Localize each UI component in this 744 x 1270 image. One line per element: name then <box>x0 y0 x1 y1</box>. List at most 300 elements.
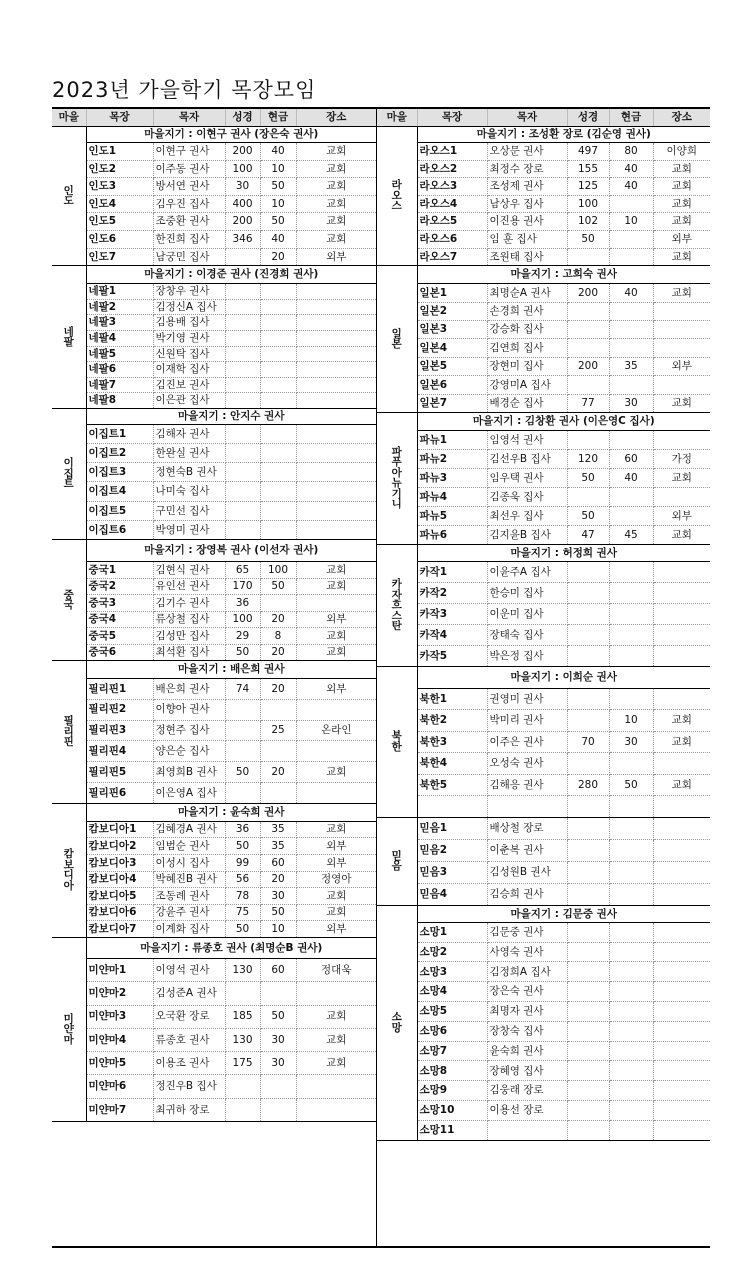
mokjang-name: 캄보디아2 <box>86 838 153 855</box>
meeting-place <box>653 645 710 666</box>
village-leader: 마을지기 : 배은희 권사 <box>86 661 376 679</box>
offering-amount <box>609 624 653 645</box>
mokjang-name: 이집트5 <box>86 501 153 520</box>
bible-count: 120 <box>567 449 609 468</box>
meeting-place: 교회 <box>653 525 710 544</box>
offering-amount: 40 <box>609 160 653 178</box>
pastor-name: 김정신A 집사 <box>153 299 225 315</box>
bible-count <box>567 624 609 645</box>
member-row <box>377 320 710 338</box>
bible-count <box>567 710 609 732</box>
member-row <box>377 688 710 710</box>
bible-count: 78 <box>225 888 260 905</box>
meeting-place <box>296 982 376 1005</box>
pastor-name: 장혜영 집사 <box>487 1061 567 1081</box>
village-name-char: 팔 <box>63 336 74 349</box>
member-row <box>52 783 376 804</box>
mokjang-name: 필리핀3 <box>86 720 153 741</box>
village-name-char: 얀 <box>63 1023 74 1036</box>
mokjang-name: 필리핀2 <box>86 699 153 720</box>
member-row <box>377 357 710 375</box>
bible-count: 50 <box>567 230 609 248</box>
village-leader-row <box>52 540 376 562</box>
offering-amount <box>609 302 653 320</box>
offering-amount <box>260 982 296 1005</box>
pastor-name: 배은희 권사 <box>153 679 225 700</box>
meeting-place: 정대욱 <box>296 958 376 981</box>
member-row <box>52 611 376 628</box>
pastor-name: 김승희 권사 <box>487 883 567 905</box>
village-leader: 마을지기 : 이경준 권사 (진경희 권사) <box>86 266 376 284</box>
meeting-place <box>653 861 710 883</box>
column-header: 마을 <box>52 108 86 127</box>
member-row <box>52 871 376 888</box>
village-name-char: 니 <box>391 498 402 511</box>
member-row <box>377 1061 710 1081</box>
village-name-char: 국 <box>63 599 74 612</box>
pastor-name: 김성원B 권사 <box>487 861 567 883</box>
offering-amount <box>609 320 653 338</box>
mokjang-name: 캄보디아6 <box>86 904 153 921</box>
mokjang-name: 미얀마5 <box>86 1052 153 1075</box>
meeting-place: 정영아 <box>296 871 376 888</box>
offering-amount: 50 <box>609 774 653 796</box>
village-name-char: 디 <box>63 869 74 882</box>
column-header: 목자 <box>153 108 225 127</box>
mokjang-name: 인도3 <box>86 178 153 196</box>
mokjang-name: 중국6 <box>86 644 153 661</box>
meeting-place <box>653 302 710 320</box>
meeting-place: 외부 <box>296 248 376 266</box>
member-row <box>52 679 376 700</box>
offering-amount <box>609 1041 653 1061</box>
member-row <box>52 1052 376 1075</box>
village-name-char: 보 <box>63 858 74 871</box>
offering-amount <box>260 330 296 346</box>
mokjang-name: 캄보디아4 <box>86 871 153 888</box>
mokjang-name: 인도7 <box>86 248 153 266</box>
meeting-place <box>653 320 710 338</box>
pastor-name: 장창우 권사 <box>153 284 225 300</box>
pastor-name: 구민선 집사 <box>153 501 225 520</box>
member-row <box>377 449 710 468</box>
village-name-char: 캄 <box>63 848 74 861</box>
member-row <box>52 424 376 443</box>
bible-count: 50 <box>225 762 260 783</box>
column-header: 목자 <box>487 108 567 127</box>
bible-count <box>225 463 260 482</box>
meeting-place <box>296 299 376 315</box>
bible-count: 200 <box>225 213 260 231</box>
meeting-place <box>296 463 376 482</box>
member-row <box>377 710 710 732</box>
meeting-place <box>653 624 710 645</box>
member-row <box>52 143 376 161</box>
member-row <box>52 315 376 331</box>
offering-amount: 10 <box>260 195 296 213</box>
pastor-name: 류상철 집사 <box>153 611 225 628</box>
mokjang-name: 카작3 <box>417 603 487 624</box>
mokjang-name: 카작1 <box>417 561 487 582</box>
bible-count <box>567 582 609 603</box>
offering-amount: 20 <box>260 248 296 266</box>
village-name <box>52 803 86 937</box>
pastor-name: 방서연 권사 <box>153 178 225 196</box>
pastor-name: 이성시 집사 <box>153 855 225 872</box>
meeting-place <box>653 883 710 905</box>
meeting-place <box>296 501 376 520</box>
meeting-place: 교회 <box>653 731 710 753</box>
offering-amount: 30 <box>609 394 653 412</box>
pastor-name: 이계화 집사 <box>153 921 225 938</box>
member-row <box>377 561 710 582</box>
member-row <box>52 958 376 981</box>
village-name-char: 기 <box>391 487 402 500</box>
offering-amount <box>609 1061 653 1081</box>
village-leader-row <box>52 127 376 143</box>
member-row <box>377 143 710 161</box>
village-leader: 마을지기 : 허정희 권사 <box>417 544 710 561</box>
member-row <box>52 377 376 393</box>
bible-count <box>225 501 260 520</box>
bible-count <box>225 248 260 266</box>
offering-amount: 8 <box>260 628 296 645</box>
mokjang-name: 카작2 <box>417 582 487 603</box>
meeting-place <box>653 1081 710 1101</box>
member-row <box>52 346 376 362</box>
member-row <box>377 839 710 861</box>
member-row <box>377 883 710 905</box>
offering-amount: 40 <box>609 468 653 487</box>
meeting-place <box>653 582 710 603</box>
member-row <box>52 160 376 178</box>
offering-amount <box>260 482 296 501</box>
mokjang-name <box>417 796 487 818</box>
member-row <box>52 741 376 762</box>
mokjang-name: 이집트4 <box>86 482 153 501</box>
bible-count <box>225 299 260 315</box>
meeting-place: 교회 <box>653 710 710 732</box>
village-leader: 마을지기 : 김창환 권사 (이은영C 집사) <box>417 412 710 430</box>
meeting-place <box>653 942 710 962</box>
member-row <box>52 1075 376 1098</box>
meeting-place: 교회 <box>296 178 376 196</box>
offering-amount <box>260 346 296 362</box>
meeting-place <box>653 376 710 394</box>
member-row <box>377 376 710 394</box>
offering-amount: 100 <box>260 562 296 579</box>
meeting-place <box>653 796 710 818</box>
bible-count: 70 <box>567 731 609 753</box>
pastor-name: 이용선 장로 <box>487 1101 567 1121</box>
bible-count <box>567 1081 609 1101</box>
meeting-place: 교회 <box>296 1028 376 1051</box>
member-row <box>52 699 376 720</box>
pastor-name: 김웅래 장로 <box>487 1081 567 1101</box>
member-row <box>52 562 376 579</box>
pastor-name: 김우진 집사 <box>153 195 225 213</box>
member-row <box>52 284 376 300</box>
meeting-place <box>653 817 710 839</box>
bible-count: 50 <box>225 838 260 855</box>
mokjang-name: 카작4 <box>417 624 487 645</box>
offering-amount: 40 <box>260 230 296 248</box>
pastor-name: 임우택 권사 <box>487 468 567 487</box>
village-leader-row <box>377 127 710 143</box>
offering-amount: 20 <box>260 679 296 700</box>
meeting-place: 외부 <box>296 611 376 628</box>
pastor-name: 한진희 집사 <box>153 230 225 248</box>
offering-amount: 10 <box>260 921 296 938</box>
offering-amount <box>609 1002 653 1022</box>
mokjang-name: 이집트1 <box>86 424 153 443</box>
pastor-name: 김해자 권사 <box>153 424 225 443</box>
member-row <box>52 463 376 482</box>
mokjang-name: 믿음2 <box>417 839 487 861</box>
mokjang-name: 북한5 <box>417 774 487 796</box>
bible-count: 50 <box>225 644 260 661</box>
village-leader-row <box>377 412 710 430</box>
pastor-name: 김진보 권사 <box>153 377 225 393</box>
page-title: 2023년 가을학기 목장모임 <box>52 78 317 102</box>
column-header: 성경 <box>567 108 609 127</box>
meeting-place <box>296 346 376 362</box>
pastor-name: 김성준A 권사 <box>153 982 225 1005</box>
offering-amount <box>260 1098 296 1121</box>
bible-count <box>567 1101 609 1121</box>
meeting-place: 외부 <box>296 855 376 872</box>
meeting-place: 외부 <box>653 506 710 525</box>
bible-count <box>567 861 609 883</box>
pastor-name: 박기영 권사 <box>153 330 225 346</box>
bible-count: 50 <box>567 506 609 525</box>
member-row <box>377 942 710 962</box>
meeting-place: 외부 <box>653 357 710 375</box>
bible-count <box>567 1021 609 1041</box>
meeting-place: 교회 <box>296 762 376 783</box>
offering-amount <box>609 430 653 449</box>
meeting-place: 외부 <box>296 679 376 700</box>
member-row <box>52 393 376 409</box>
member-row <box>377 1081 710 1101</box>
offering-amount: 50 <box>260 1005 296 1028</box>
meeting-place: 온라인 <box>296 720 376 741</box>
mokjang-name: 일본1 <box>417 284 487 302</box>
village-name-char: 일 <box>391 327 402 340</box>
pastor-name: 장은숙 권사 <box>487 982 567 1002</box>
mokjang-name: 필리핀6 <box>86 783 153 804</box>
mokjang-name: 북한1 <box>417 688 487 710</box>
meeting-place <box>653 1041 710 1061</box>
meeting-place: 가정 <box>653 449 710 468</box>
pastor-name: 손경희 권사 <box>487 302 567 320</box>
mokjang-name: 캄보디아1 <box>86 821 153 838</box>
member-row <box>52 888 376 905</box>
village-leader: 마을지기 : 이현구 권사 (장은숙 권사) <box>86 127 376 143</box>
village-name-char: 망 <box>391 1021 402 1034</box>
offering-amount <box>609 688 653 710</box>
member-row <box>377 230 710 248</box>
mokjang-name: 소망7 <box>417 1041 487 1061</box>
offering-amount <box>609 339 653 357</box>
village-leader-row <box>52 803 376 821</box>
offering-amount <box>260 299 296 315</box>
meeting-place <box>653 982 710 1002</box>
meeting-place: 교회 <box>653 468 710 487</box>
offering-amount <box>609 883 653 905</box>
member-row <box>377 525 710 544</box>
meeting-place: 교회 <box>296 644 376 661</box>
pastor-name: 권영미 권사 <box>487 688 567 710</box>
pastor-name: 이영석 권사 <box>153 958 225 981</box>
mokjang-name: 인도5 <box>86 213 153 231</box>
mokjang-name: 파뉴1 <box>417 430 487 449</box>
right-roster-table <box>377 107 710 1141</box>
bible-count <box>225 377 260 393</box>
bible-count: 50 <box>225 921 260 938</box>
mokjang-name: 네팔7 <box>86 377 153 393</box>
column-header: 성경 <box>225 108 260 127</box>
bible-count: 47 <box>567 525 609 544</box>
village-name <box>377 905 417 1140</box>
mokjang-name: 중국4 <box>86 611 153 628</box>
mokjang-name: 라오스7 <box>417 248 487 266</box>
column-header: 현금 <box>260 108 296 127</box>
offering-amount <box>609 1101 653 1121</box>
mokjang-name: 네팔2 <box>86 299 153 315</box>
member-row <box>52 628 376 645</box>
pastor-name: 최명자 권사 <box>487 1002 567 1022</box>
mokjang-name: 소망11 <box>417 1120 487 1140</box>
column-header: 현금 <box>609 108 653 127</box>
pastor-name: 조중환 권사 <box>153 213 225 231</box>
bible-count <box>225 393 260 409</box>
pastor-name: 김기수 권사 <box>153 595 225 612</box>
bible-count: 130 <box>225 1028 260 1051</box>
village-name <box>52 408 86 539</box>
bible-count <box>225 346 260 362</box>
village-name-char: 흐 <box>391 599 402 612</box>
village-name-char: 푸 <box>391 456 402 469</box>
mokjang-name: 북한4 <box>417 753 487 775</box>
meeting-place <box>296 783 376 804</box>
mokjang-name: 네팔5 <box>86 346 153 362</box>
offering-amount: 30 <box>609 731 653 753</box>
bible-count <box>225 741 260 762</box>
offering-amount: 60 <box>260 958 296 981</box>
mokjang-name: 이집트3 <box>86 463 153 482</box>
pastor-name: 오국환 장로 <box>153 1005 225 1028</box>
pastor-name: 김용배 집사 <box>153 315 225 331</box>
offering-amount <box>609 248 653 266</box>
pastor-name: 남궁민 집사 <box>153 248 225 266</box>
mokjang-name: 파뉴5 <box>417 506 487 525</box>
offering-amount <box>260 284 296 300</box>
mokjang-name: 이집트6 <box>86 520 153 539</box>
mokjang-name: 미얀마4 <box>86 1028 153 1051</box>
bible-count: 74 <box>225 679 260 700</box>
bible-count: 100 <box>225 160 260 178</box>
village-name-char: 집 <box>63 467 74 480</box>
member-row <box>377 284 710 302</box>
meeting-place <box>653 839 710 861</box>
header-row <box>377 108 710 127</box>
offering-amount: 20 <box>260 611 296 628</box>
offering-amount <box>609 506 653 525</box>
bible-count <box>225 284 260 300</box>
bible-count: 99 <box>225 855 260 872</box>
member-row <box>377 774 710 796</box>
mokjang-name: 중국3 <box>86 595 153 612</box>
mokjang-name: 소망2 <box>417 942 487 962</box>
pastor-name: 조원태 집사 <box>487 248 567 266</box>
bible-count <box>567 320 609 338</box>
meeting-place <box>296 741 376 762</box>
meeting-place: 교회 <box>653 213 710 231</box>
bible-count <box>567 1120 609 1140</box>
village-leader: 마을지기 : 안지수 권사 <box>86 408 376 424</box>
mokjang-name: 파뉴4 <box>417 487 487 506</box>
member-row <box>377 982 710 1002</box>
mokjang-name: 중국5 <box>86 628 153 645</box>
village-leader: 마을지기 : 류종호 권사 (최명순B 권사) <box>86 937 376 958</box>
pastor-name: 한완실 권사 <box>153 444 225 463</box>
member-row <box>52 520 376 539</box>
bible-count: 100 <box>567 195 609 213</box>
offering-amount <box>609 487 653 506</box>
bible-count: 200 <box>567 357 609 375</box>
pastor-name: 강승화 집사 <box>487 320 567 338</box>
member-row <box>377 817 710 839</box>
pastor-name: 장현미 집사 <box>487 357 567 375</box>
mokjang-name: 인도2 <box>86 160 153 178</box>
pastor-name: 양은순 집사 <box>153 741 225 762</box>
meeting-place: 교회 <box>296 1052 376 1075</box>
meeting-place: 교회 <box>653 284 710 302</box>
offering-amount <box>260 741 296 762</box>
member-row <box>377 624 710 645</box>
pastor-name: 박은정 집사 <box>487 645 567 666</box>
meeting-place: 외부 <box>296 921 376 938</box>
meeting-place <box>653 962 710 982</box>
offering-amount <box>609 195 653 213</box>
mokjang-name: 네팔4 <box>86 330 153 346</box>
offering-amount <box>609 1120 653 1140</box>
offering-amount <box>609 230 653 248</box>
member-row <box>377 248 710 266</box>
member-row <box>52 213 376 231</box>
offering-amount: 50 <box>260 904 296 921</box>
member-row <box>377 178 710 196</box>
village-leader: 마을지기 : 김문중 권사 <box>417 905 710 922</box>
offering-amount: 80 <box>609 143 653 161</box>
pastor-name: 배상철 장로 <box>487 817 567 839</box>
village-name-char: 네 <box>63 325 74 338</box>
bible-count: 100 <box>225 611 260 628</box>
village-name-char: 라 <box>391 179 402 192</box>
meeting-place: 교회 <box>296 160 376 178</box>
pastor-name: 박혜진B 권사 <box>153 871 225 888</box>
pastor-name: 김지윤B 집사 <box>487 525 567 544</box>
pastor-name: 김문중 권사 <box>487 922 567 942</box>
offering-amount <box>609 1021 653 1041</box>
bible-count: 175 <box>225 1052 260 1075</box>
meeting-place <box>653 688 710 710</box>
offering-amount <box>609 645 653 666</box>
column-header: 장소 <box>296 108 376 127</box>
village-name-char: 소 <box>391 1011 402 1024</box>
meeting-place <box>653 1061 710 1081</box>
